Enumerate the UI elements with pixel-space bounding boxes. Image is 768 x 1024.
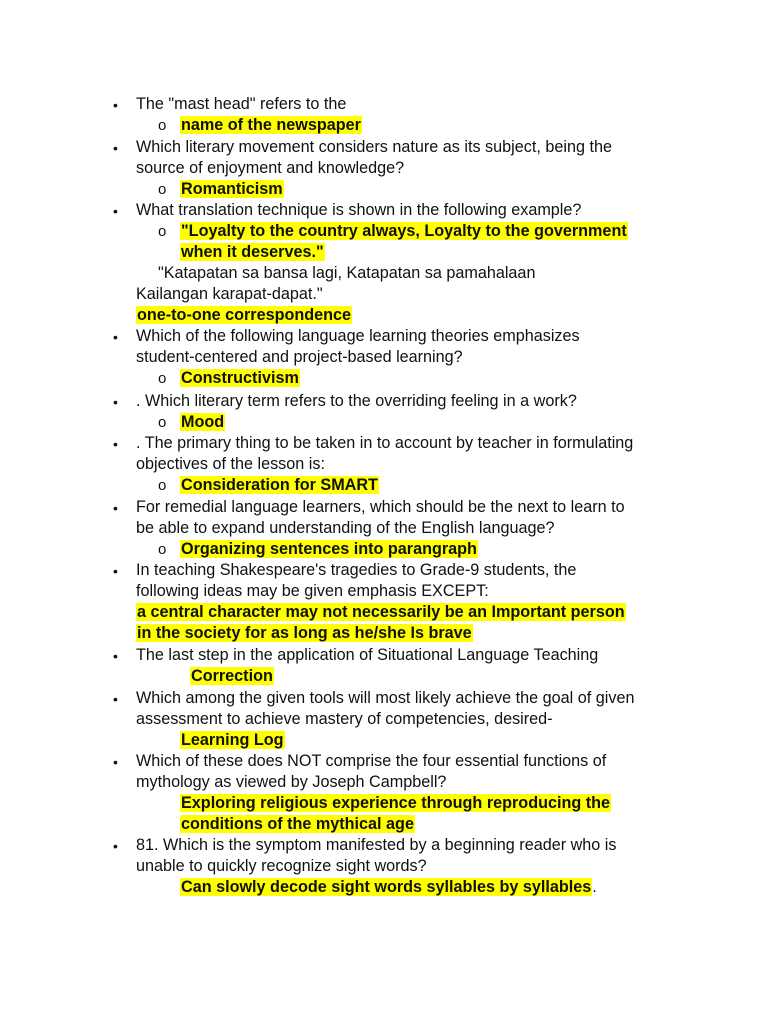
answer-highlight: conditions of the mythical age xyxy=(181,815,414,833)
answer-line xyxy=(136,602,626,623)
question-line: source of enjoyment and knowledge? xyxy=(136,159,405,177)
question-line: mythology as viewed by Joseph Campbell? xyxy=(136,773,447,791)
question-line: Which among the given tools will most likely achieve the goal of given xyxy=(136,689,635,707)
answer-highlight: Constructivism xyxy=(181,369,299,387)
example-highlight: "Loyalty to the country always, Loyalty to the government xyxy=(181,222,627,240)
question-line: What translation technique is shown in the following example? xyxy=(136,201,582,219)
question-line: Which of the following language learning theories emphasizes xyxy=(136,327,580,345)
bullet: • xyxy=(113,691,118,707)
example-line xyxy=(180,242,325,263)
answer-line xyxy=(136,623,473,644)
bullet: • xyxy=(113,838,118,854)
answer-line xyxy=(180,814,415,835)
question-line: Which literary movement considers nature as its subject, being the xyxy=(136,138,612,156)
answer-highlight: Exploring religious experience through reproducing the xyxy=(181,794,611,812)
question-line: . The primary thing to be taken in to account by teacher in formulating xyxy=(136,434,634,452)
answer-highlight: one-to-one correspondence xyxy=(137,306,352,324)
sub-bullet: o xyxy=(158,414,167,431)
sub-bullet: o xyxy=(158,223,167,240)
question-line: student-centered and project-based learning? xyxy=(136,348,463,366)
answer-highlight: in the society for as long as he/she Is brave xyxy=(137,624,472,642)
question-line: Which of these does NOT comprise the four essential functions of xyxy=(136,752,607,770)
question-line: 81. Which is the symptom manifested by a beginning reader who is xyxy=(136,836,617,854)
answer-highlight: Learning Log xyxy=(181,731,284,749)
example-highlight: when it deserves." xyxy=(181,243,324,261)
bullet: • xyxy=(113,394,118,410)
sub-bullet: o xyxy=(158,370,167,387)
sub-bullet: o xyxy=(158,181,167,198)
answer-line xyxy=(180,179,284,200)
answer-line xyxy=(180,368,300,389)
question-line: following ideas may be given emphasis EXCEPT: xyxy=(136,582,489,600)
answer-line xyxy=(180,877,597,898)
answer-highlight: a central character may not necessarily be an Important person xyxy=(137,603,625,621)
answer-line xyxy=(136,305,352,326)
bullet: • xyxy=(113,648,118,664)
answer-highlight: Consideration for SMART xyxy=(181,476,378,494)
answer-line xyxy=(180,475,379,496)
question-line: unable to quickly recognize sight words? xyxy=(136,857,427,875)
translation-line: Kailangan karapat-dapat." xyxy=(136,285,323,303)
question-line: assessment to achieve mastery of competencies, desired- xyxy=(136,710,553,728)
answer-line xyxy=(180,793,611,814)
bullet: • xyxy=(113,329,118,345)
answer-line xyxy=(190,666,274,687)
question-line: The "mast head" refers to the xyxy=(136,95,347,113)
answer-line xyxy=(180,730,285,751)
answer-highlight: Organizing sentences into parangraph xyxy=(181,540,477,558)
bullet: • xyxy=(113,500,118,516)
bullet: • xyxy=(113,97,118,113)
answer-line xyxy=(180,115,362,136)
answer-highlight: Correction xyxy=(191,667,273,685)
answer-highlight: name of the newspaper xyxy=(181,116,361,134)
answer-highlight: Can slowly decode sight words syllables by syllables xyxy=(181,878,592,896)
sub-bullet: o xyxy=(158,541,167,558)
translation-line: "Katapatan sa bansa lagi, Katapatan sa pamahalaan xyxy=(158,264,536,282)
trailing-period: . xyxy=(592,878,597,896)
question-line: . Which literary term refers to the overriding feeling in a work? xyxy=(136,392,577,410)
bullet: • xyxy=(113,436,118,452)
question-line: be able to expand understanding of the English language? xyxy=(136,519,555,537)
sub-bullet: o xyxy=(158,477,167,494)
question-line: For remedial language learners, which should be the next to learn to xyxy=(136,498,625,516)
answer-line xyxy=(180,539,478,560)
bullet: • xyxy=(113,754,118,770)
bullet: • xyxy=(113,203,118,219)
answer-highlight: Mood xyxy=(181,413,225,431)
example-line xyxy=(180,221,628,242)
sub-bullet: o xyxy=(158,117,167,134)
question-line: In teaching Shakespeare's tragedies to Grade-9 students, the xyxy=(136,561,577,579)
bullet: • xyxy=(113,563,118,579)
question-line: The last step in the application of Situational Language Teaching xyxy=(136,646,599,664)
bullet: • xyxy=(113,140,118,156)
question-line: objectives of the lesson is: xyxy=(136,455,325,473)
answer-line xyxy=(180,412,225,433)
answer-highlight: Romanticism xyxy=(181,180,283,198)
